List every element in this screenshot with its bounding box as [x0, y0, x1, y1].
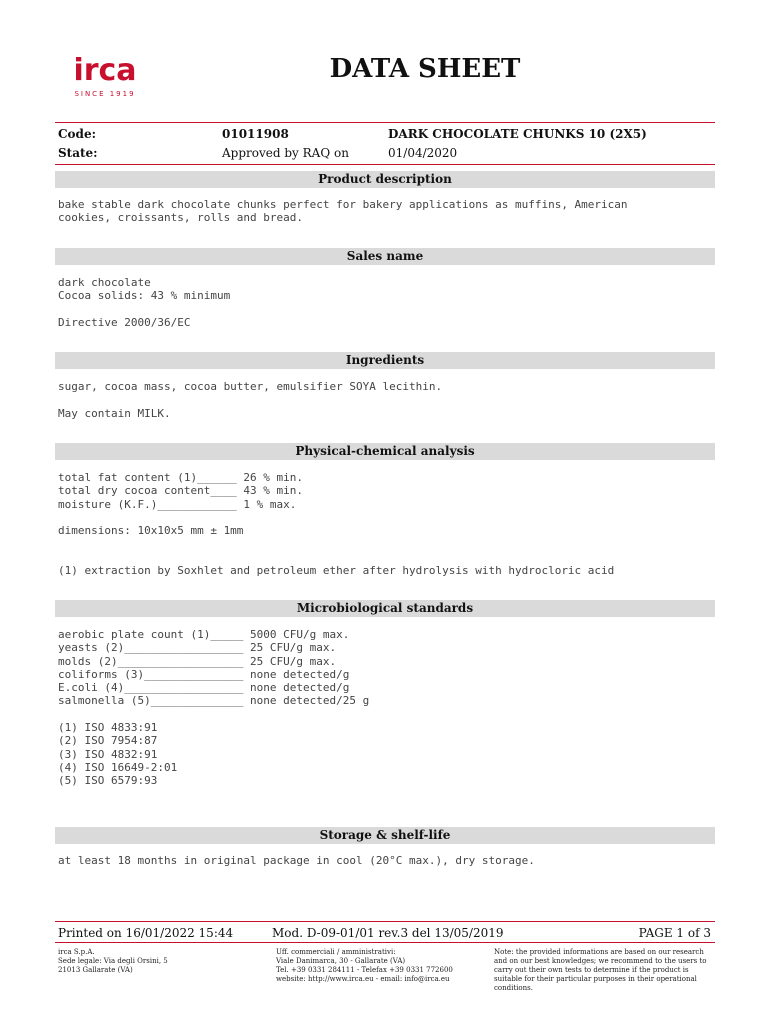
code-value: 01011908 — [222, 127, 289, 141]
text-line — [58, 551, 614, 564]
section-title-microbiological: Microbiological standards — [296, 601, 474, 615]
section-title-sales-name: Sales name — [346, 249, 424, 263]
text-line: at least 18 months in original package in cool (20°C max.), dry storage. — [58, 854, 535, 867]
address-line: 21013 Gallarate (VA) — [58, 966, 133, 974]
sales-name-text — [58, 276, 230, 329]
text-line — [58, 303, 230, 316]
text-line: yeasts (2)__________________ 25 CFU/g max. — [58, 641, 337, 655]
text-line: salmonella (5)______________ none detected/25 g — [58, 694, 370, 708]
section-title-physical-chemical: Physical-chemical analysis — [295, 444, 475, 458]
text-line — [58, 537, 614, 550]
text-line: bake stable dark chocolate chunks perfect for bakery applications as muffins, American — [58, 198, 628, 211]
microbiological-text — [58, 628, 369, 788]
section-bar-physical-chemical — [55, 443, 715, 460]
text-line: molds (2)___________________ 25 CFU/g max. — [58, 654, 337, 668]
ingredients-text — [58, 380, 442, 420]
contact-line: Uff. commerciali / amministrativi: — [276, 948, 396, 956]
office-contacts — [276, 948, 486, 984]
text-line: dark chocolate — [58, 276, 151, 289]
text-line — [58, 511, 614, 524]
section-bar-product-description — [55, 171, 715, 188]
note-line: suitable for their particular purposes in their operational — [494, 975, 697, 983]
text-line: (1) extraction by Soxhlet and petroleum ether after hydrolysis with hydrocloric acid — [58, 564, 615, 578]
physical-chemical-text — [58, 471, 614, 577]
text-line: Cocoa solids: 43 % minimum — [58, 289, 231, 303]
text-line: (1) ISO 4833:91 — [58, 721, 158, 735]
printed-on: Printed on 16/01/2022 15:44 — [58, 926, 234, 940]
text-line: May contain MILK. — [58, 406, 171, 420]
text-line: (4) ISO 16649-2:01 — [58, 760, 178, 774]
logo-wordmark: irca — [73, 53, 137, 88]
product-description-text — [58, 198, 628, 225]
state-date: 01/04/2020 — [388, 146, 458, 160]
text-line: moisture (K.F.)____________ 1 % max. — [58, 497, 297, 511]
disclaimer-note — [494, 948, 716, 993]
contact-line: website: http://www.irca.eu - email: info@irca.eu — [276, 975, 450, 983]
footer-bottom-rule — [55, 942, 715, 943]
text-line — [58, 708, 369, 721]
header-top-rule — [55, 122, 715, 123]
section-title-ingredients: Ingredients — [345, 353, 425, 367]
text-line: sugar, cocoa mass, cocoa butter, emulsifier SOYA lecithin. — [58, 380, 443, 393]
text-line: aerobic plate count (1)_____ 5000 CFU/g max. — [58, 628, 350, 641]
text-line: total fat content (1)______ 26 % min. — [58, 471, 304, 484]
section-bar-ingredients — [55, 352, 715, 369]
header-bottom-rule — [55, 164, 715, 165]
text-line: (3) ISO 4832:91 — [58, 747, 158, 761]
page-number: PAGE 1 of 3 — [638, 926, 711, 940]
state-value: Approved by RAQ on — [222, 146, 349, 160]
note-line: conditions. — [494, 984, 533, 992]
section-bar-sales-name — [55, 248, 715, 265]
footer-top-rule — [55, 921, 715, 922]
note-line: Note: the provided informations are based on our research — [494, 948, 704, 956]
note-line: carry out their own tests to determine if the product is — [494, 966, 689, 974]
text-line — [58, 393, 442, 406]
text-line: (2) ISO 7954:87 — [58, 734, 158, 748]
company-address — [58, 948, 258, 975]
text-line: total dry cocoa content____ 43 % min. — [58, 484, 304, 498]
section-bar-microbiological — [55, 600, 715, 617]
product-name: DARK CHOCOLATE CHUNKS 10 (2X5) — [388, 127, 647, 141]
section-title-storage: Storage & shelf-life — [319, 828, 451, 842]
text-line: cookies, croissants, rolls and bread. — [58, 211, 304, 225]
text-line: (5) ISO 6579:93 — [58, 774, 158, 788]
address-line: irca S.p.A. — [58, 948, 95, 956]
code-label: Code: — [58, 127, 97, 141]
note-line: and on our best knowledges; we recommend to the users to — [494, 957, 707, 965]
section-title-product-description: Product description — [318, 172, 452, 186]
document-title: DATA SHEET — [329, 54, 521, 84]
section-bar-storage — [55, 827, 715, 844]
module-revision: Mod. D-09-01/01 rev.3 del 13/05/2019 — [272, 926, 504, 940]
contact-line: Viale Danimarca, 30 - Gallarate (VA) — [276, 957, 406, 965]
text-line: Directive 2000/36/EC — [58, 315, 191, 329]
address-line: Sede legale: Via degli Orsini, 5 — [58, 957, 168, 965]
text-line: coliforms (3)_______________ none detected/g — [58, 667, 350, 681]
text-line: E.coli (4)__________________ none detected/g — [58, 681, 350, 695]
text-line: dimensions: 10x10x5 mm ± 1mm — [58, 524, 244, 538]
storage-text — [58, 854, 535, 867]
state-label: State: — [58, 146, 98, 160]
logo-since: SINCE 1919 — [74, 90, 136, 98]
contact-line: Tel. +39 0331 284111 - Telefax +39 0331 772600 — [276, 966, 453, 974]
